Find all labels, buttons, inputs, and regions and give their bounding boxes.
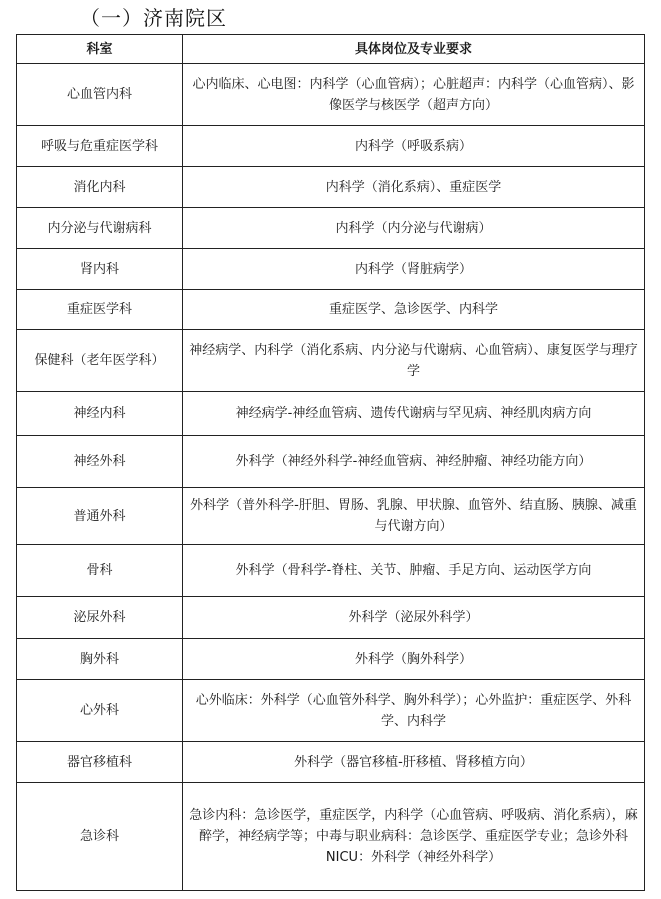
requirements-cell: 外科学（普外科学-肝胆、胃肠、乳腺、甲状腺、血管外、结直肠、胰腺、减重与代谢方向） bbox=[183, 488, 645, 545]
requirements-cell: 内科学（呼吸系病） bbox=[183, 126, 645, 167]
department-cell: 神经内科 bbox=[17, 392, 183, 436]
section-title: （一）济南院区 bbox=[80, 6, 227, 30]
department-cell: 急诊科 bbox=[17, 783, 183, 891]
table-row bbox=[17, 597, 645, 639]
department-table bbox=[16, 34, 645, 891]
department-cell: 神经外科 bbox=[17, 436, 183, 488]
table-row bbox=[17, 392, 645, 436]
requirements-cell: 内科学（消化系病）、重症医学 bbox=[183, 167, 645, 208]
table-row bbox=[17, 783, 645, 891]
requirements-cell: 外科学（骨科学-脊柱、关节、肿瘤、手足方向、运动医学方向 bbox=[183, 545, 645, 597]
department-cell: 骨科 bbox=[17, 545, 183, 597]
department-cell: 器官移植科 bbox=[17, 742, 183, 783]
requirements-cell: 外科学（器官移植-肝移植、肾移植方向） bbox=[183, 742, 645, 783]
table-row bbox=[17, 208, 645, 249]
department-cell: 保健科（老年医学科） bbox=[17, 330, 183, 392]
requirements-cell: 内科学（肾脏病学） bbox=[183, 249, 645, 290]
table-row bbox=[17, 126, 645, 167]
requirements-cell: 重症医学、急诊医学、内科学 bbox=[183, 290, 645, 330]
table-row bbox=[17, 330, 645, 392]
table-row bbox=[17, 249, 645, 290]
department-cell: 呼吸与危重症医学科 bbox=[17, 126, 183, 167]
department-cell: 重症医学科 bbox=[17, 290, 183, 330]
department-cell: 内分泌与代谢病科 bbox=[17, 208, 183, 249]
department-cell: 泌尿外科 bbox=[17, 597, 183, 639]
table-row bbox=[17, 545, 645, 597]
requirements-cell: 外科学（神经外科学-神经血管病、神经肿瘤、神经功能方向） bbox=[183, 436, 645, 488]
requirements-cell: 神经病学、内科学（消化系病、内分泌与代谢病、心血管病）、康复医学与理疗学 bbox=[183, 330, 645, 392]
table-header-row bbox=[17, 35, 645, 64]
requirements-cell: 外科学（泌尿外科学） bbox=[183, 597, 645, 639]
table-row bbox=[17, 742, 645, 783]
table-row bbox=[17, 488, 645, 545]
table-row bbox=[17, 290, 645, 330]
department-cell: 消化内科 bbox=[17, 167, 183, 208]
department-cell: 普通外科 bbox=[17, 488, 183, 545]
table-row bbox=[17, 64, 645, 126]
department-cell: 胸外科 bbox=[17, 639, 183, 680]
requirements-cell: 急诊内科：急诊医学，重症医学，内科学（心血管病、呼吸病、消化系病），麻醉学，神经病学等；中毒与职业病科：急诊医学、重症医学专业；急诊外科 NICU：外科学（神经外科学） bbox=[183, 783, 645, 891]
requirements-cell: 心外临床：外科学（心血管外科学、胸外科学）；心外监护：重症医学、外科学、内科学 bbox=[183, 680, 645, 742]
table-row bbox=[17, 167, 645, 208]
header-department: 科室 bbox=[17, 35, 183, 64]
department-cell: 肾内科 bbox=[17, 249, 183, 290]
requirements-cell: 心内临床、心电图：内科学（心血管病）；心脏超声：内科学（心血管病）、影像医学与核医学（超声方向） bbox=[183, 64, 645, 126]
header-requirements: 具体岗位及专业要求 bbox=[183, 35, 645, 64]
table-row bbox=[17, 436, 645, 488]
department-cell: 心血管内科 bbox=[17, 64, 183, 126]
requirements-cell: 外科学（胸外科学） bbox=[183, 639, 645, 680]
table-row bbox=[17, 680, 645, 742]
requirements-cell: 内科学（内分泌与代谢病） bbox=[183, 208, 645, 249]
department-cell: 心外科 bbox=[17, 680, 183, 742]
table-row bbox=[17, 639, 645, 680]
requirements-cell: 神经病学-神经血管病、遗传代谢病与罕见病、神经肌肉病方向 bbox=[183, 392, 645, 436]
